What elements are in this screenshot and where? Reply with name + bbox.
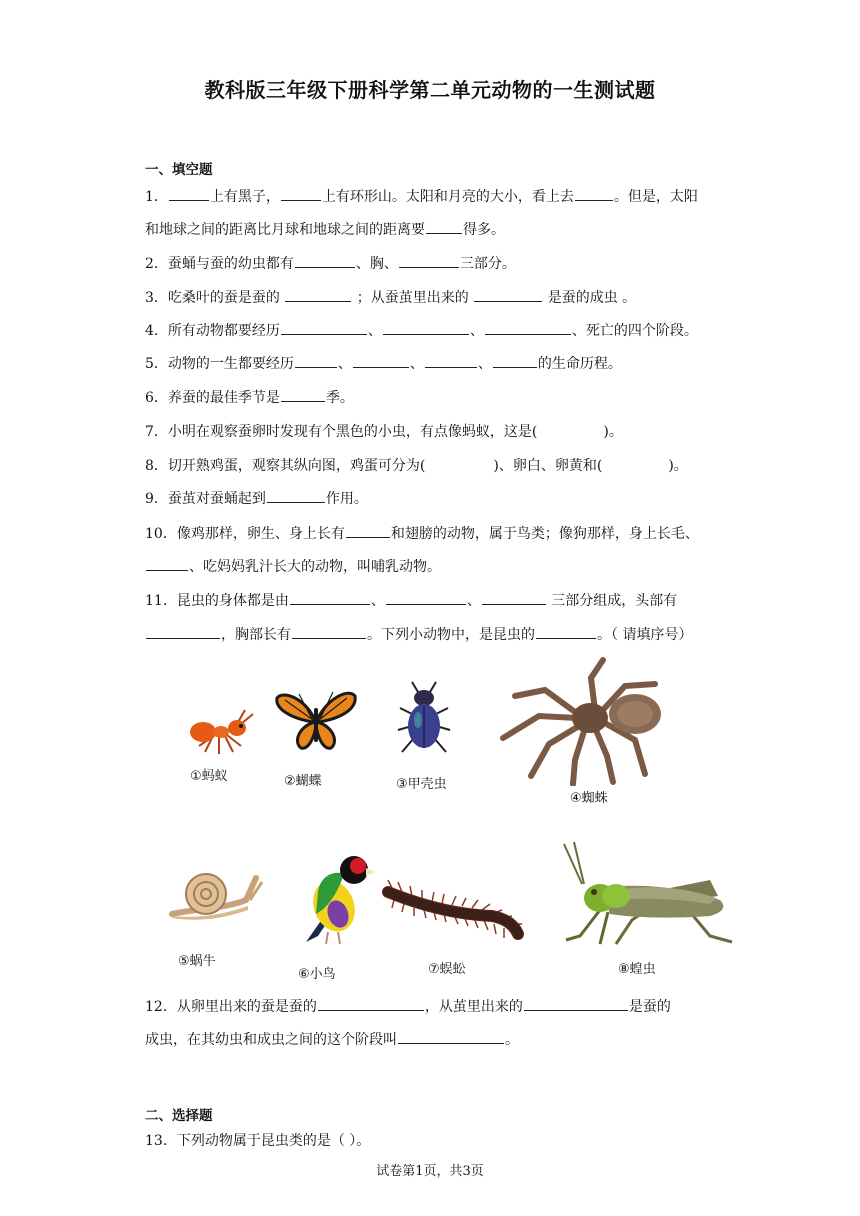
animal-label-ant: ①蚂蚁 [190,769,228,784]
answer-blank[interactable] [295,251,355,268]
section-fill-in-title: 一、填空题 [145,162,213,178]
question-2: 2．蚕蛹与蚕的幼虫都有 、胸、 三部分。 [145,247,725,281]
question-3: 3．吃桑叶的蚕是蚕的 ；从蚕茧里出来的 是蚕的成虫 。 [145,281,725,315]
answer-blank[interactable] [290,588,370,605]
answer-blank[interactable] [485,318,571,335]
question-13: 13．下列动物属于昆虫类的是（ ）。 [145,1133,371,1149]
answer-blank[interactable] [399,251,459,268]
animal-label-beetle: ③甲壳虫 [396,777,447,792]
page-title: 教科版三年级下册科学第二单元动物的一生测试题 [204,78,656,102]
question-8: 8．切开熟鸡蛋，观察其纵向图，鸡蛋可分为( )、卵白、卵黄和( )。 [145,458,688,474]
answer-blank[interactable] [267,486,325,503]
question-5: 5．动物的一生都要经历 、 、 、 的生命历程。 [145,347,725,381]
answer-blank[interactable] [281,318,367,335]
beetle-icon [396,680,452,758]
question-4: 4．所有动物都要经历 、 、 、死亡的四个阶段。 [145,314,725,348]
question-7: 7．小明在观察蚕卵时发现有个黑色的小虫，有点像蚂蚁，这是( )。 [145,424,623,440]
question-1-line-2: 和地球之间的距离比月球和地球之间的距离要 得多。 [145,213,725,247]
answer-blank[interactable] [292,622,366,639]
section-choice-title: 二、选择题 [145,1108,213,1124]
answer-blank[interactable] [169,184,209,201]
answer-blank[interactable] [281,385,325,402]
answer-blank[interactable] [536,622,596,639]
snail-icon [168,866,264,920]
question-12-line-1: 12．从卵里出来的蚕是蚕的 ，从茧里出来的 是蚕的 [145,990,725,1024]
answer-blank[interactable] [146,554,188,571]
answer-blank[interactable] [425,351,477,368]
answer-blank[interactable] [318,994,424,1011]
animal-label-centipede: ⑦蜈蚣 [428,962,466,977]
animal-label-butterfly: ②蝴蝶 [284,774,322,789]
butterfly-icon [275,684,357,756]
grasshopper-icon [560,840,735,952]
answer-blank[interactable] [281,184,321,201]
answer-blank[interactable] [146,622,220,639]
answer-blank[interactable] [346,521,390,538]
animal-label-snail: ⑤蜗牛 [178,954,216,969]
answer-blank[interactable] [285,285,351,302]
question-11-line-2: ，胸部长有 。下列小动物中，是昆虫的 。（ 请填序号） [145,618,725,652]
animal-label-grasshopper: ⑧蝗虫 [618,962,656,977]
answer-blank[interactable] [482,588,546,605]
question-10-line-2: 、吃妈妈乳汁长大的动物，叫哺乳动物。 [145,550,725,584]
answer-blank[interactable] [386,588,466,605]
question-9: 9．蚕茧对蚕蛹起到 作用。 [145,482,725,516]
question-10-line-1: 10．像鸡那样，卵生、身上长有 和翅膀的动物，属于鸟类；像狗那样，身上长毛、 [145,517,725,551]
answer-blank[interactable] [398,1027,504,1044]
answer-blank[interactable] [493,351,537,368]
answer-blank[interactable] [575,184,613,201]
question-6: 6．养蚕的最佳季节是 季。 [145,381,725,415]
animal-label-spider: ④蜘蛛 [570,791,608,806]
centipede-icon [382,878,532,948]
animal-label-bird: ⑥小鸟 [298,967,336,982]
answer-blank[interactable] [383,318,469,335]
question-1-line-1: 1． 上有黑子， 上有环形山。太阳和月亮的大小，看上去 。但是，太阳 [145,180,725,214]
answer-blank[interactable] [426,217,462,234]
answer-blank[interactable] [295,351,337,368]
answer-blank[interactable] [353,351,409,368]
answer-blank[interactable] [474,285,542,302]
answer-blank[interactable] [524,994,628,1011]
spider-icon [495,656,685,786]
question-11-line-1: 11．昆虫的身体都是由 、 、 三部分组成，头部有 [145,584,725,618]
ant-icon [185,702,265,760]
bird-icon [298,852,378,948]
question-12-line-2: 成虫，在其幼虫和成虫之间的这个阶段叫 。 [145,1023,725,1057]
page-footer: 试卷第1页，共3页 [376,1164,484,1179]
